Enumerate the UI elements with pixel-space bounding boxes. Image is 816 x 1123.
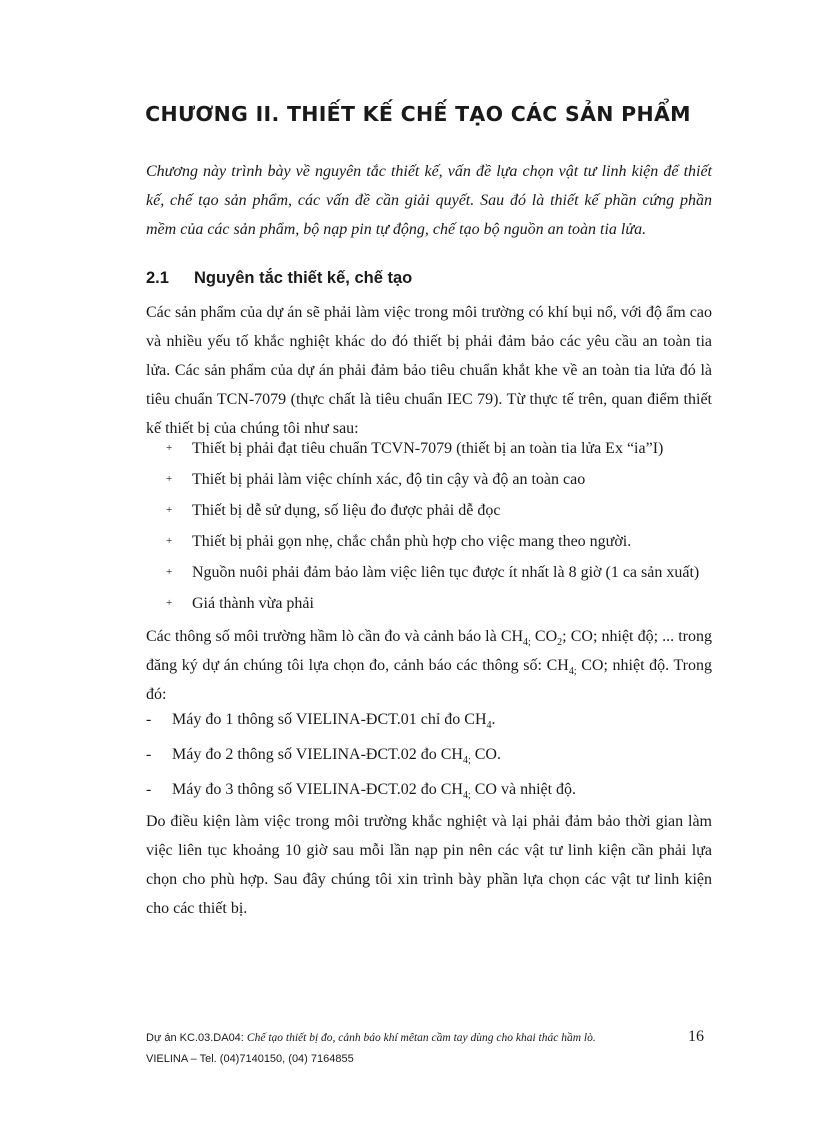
subscript: 4;: [462, 790, 471, 802]
text-run: ; CO; nhiệt độ; ... trong đăng ký dự án chúng tôi lựa chọn đo, cảnh báo các thông số: CH: [146, 628, 713, 674]
list-item: [146, 740, 712, 775]
dash-mark: -: [146, 711, 152, 728]
footer-project-label: Dự án KC.03.DA04:: [146, 1032, 247, 1044]
footer-project-desc: Chế tạo thiết bị đo, cảnh báo khí mêtan cầm tay dùng cho khai thác hầm lò.: [246, 1032, 596, 1044]
section-heading: [146, 269, 412, 288]
dash-mark: -: [146, 781, 152, 798]
paragraph-design-principles: Các sản phẩm của dự án sẽ phải làm việc trong môi trường có khí bụi nổ, với độ ẩm cao và nhiều yếu tố khắc nghiệt khác do đó thiết bị phải đảm bảo các yêu cầu an toàn tia lửa. Các sản phẩm của dự án phải đảm bảo tiêu chuẩn khắt khe về an toàn tia lửa đó là tiêu chuẩn TCN-7079 (thực chất là tiêu chuẩn IEC 79). Từ thực tế trên, quan điểm thiết kế thiết bị của chúng tôi như sau:: [146, 304, 712, 437]
footer-project-line: [146, 1028, 712, 1050]
list-item: [146, 705, 712, 740]
subscript: 4;: [568, 666, 577, 678]
bullet-mark: +: [166, 597, 173, 609]
subscript: 4: [486, 720, 492, 732]
list-item-text: Thiết bị phải đạt tiêu chuẩn TCVN-7079 (thiết bị an toàn tia lửa Ex “ia”I): [192, 440, 664, 457]
text-run: CO: [530, 628, 558, 645]
design-requirements-list: [166, 433, 726, 619]
list-item-tail: .: [491, 711, 496, 728]
chapter-intro: Chương này trình bày về nguyên tắc thiết kế, vấn đề lựa chọn vật tư linh kiện để thiết kế, chế tạo sản phẩm, các vấn đề cần giải quyết. Sau đó là thiết kế phần cứng phần mềm của các sản phẩm, bộ nạp pin tự động, chế tạo bộ nguồn an toàn tia lửa.: [146, 163, 712, 238]
subscript: 2: [557, 637, 563, 649]
bullet-mark: +: [166, 504, 173, 516]
bullet-mark: +: [166, 442, 173, 454]
list-item: [146, 775, 712, 810]
list-item-text: Nguồn nuôi phải đảm bảo làm việc liên tục được ít nhất là 8 giờ (1 ca sản xuất): [192, 564, 700, 581]
bullet-mark: +: [166, 566, 173, 578]
page-footer: [146, 1028, 712, 1068]
list-item: [166, 464, 726, 495]
list-item-text: Máy đo 3 thông số VIELINA-ĐCT.02 đo CH: [172, 781, 463, 798]
subscript: 4;: [523, 637, 531, 649]
list-item-text: Giá thành vừa phải: [192, 595, 314, 612]
section-title: Nguyên tắc thiết kế, chế tạo: [194, 269, 413, 287]
list-item-text: Máy đo 1 thông số VIELINA-ĐCT.01 chỉ đo CH: [172, 711, 487, 728]
section-number: 2.1: [146, 269, 169, 287]
device-list: [146, 705, 712, 810]
list-item-tail: CO.: [470, 746, 501, 763]
text-run: Các thông số môi trường hầm lò cần đo và cảnh báo là CH: [146, 628, 524, 645]
list-item: [166, 588, 726, 619]
bullet-mark: +: [166, 535, 173, 547]
subscript: 4;: [462, 755, 471, 767]
page-number: 16: [688, 1028, 704, 1045]
text-run: CO; nhiệt độ. Trong đó:: [146, 657, 713, 703]
list-item: [166, 495, 726, 526]
paragraph-parameters: [146, 622, 712, 709]
chapter-title: CHƯƠNG II. THIẾT KẾ CHẾ TẠO CÁC SẢN PHẨM: [145, 102, 691, 126]
list-item-text: Máy đo 2 thông số VIELINA-ĐCT.02 đo CH: [172, 746, 463, 763]
list-item-text: Thiết bị dễ sử dụng, số liệu đo được phải dễ đọc: [192, 502, 501, 519]
list-item: [166, 557, 726, 588]
dash-mark: -: [146, 746, 152, 763]
list-item-tail: CO và nhiệt độ.: [470, 781, 577, 798]
footer-contact: VIELINA – Tel. (04)7140150, (04) 7164855: [146, 1053, 354, 1065]
list-item-text: Thiết bị phải gọn nhẹ, chắc chắn phù hợp cho việc mang theo người.: [192, 533, 632, 550]
paragraph-component-selection: Do điều kiện làm việc trong môi trường khắc nghiệt và lại phải đảm bảo thời gian làm việc liên tục khoảng 10 giờ sau mỗi lần nạp pin nên các vật tư linh kiện cần phải lựa chọn cho phù hợp. Sau đây chúng tôi xin trình bày phần lựa chọn các vật tư linh kiện cho các thiết bị.: [146, 813, 712, 917]
list-item: [166, 526, 726, 557]
list-item: [166, 433, 726, 464]
bullet-mark: +: [166, 473, 173, 485]
list-item-text: Thiết bị phải làm việc chính xác, độ tin cậy và độ an toàn cao: [192, 471, 586, 488]
